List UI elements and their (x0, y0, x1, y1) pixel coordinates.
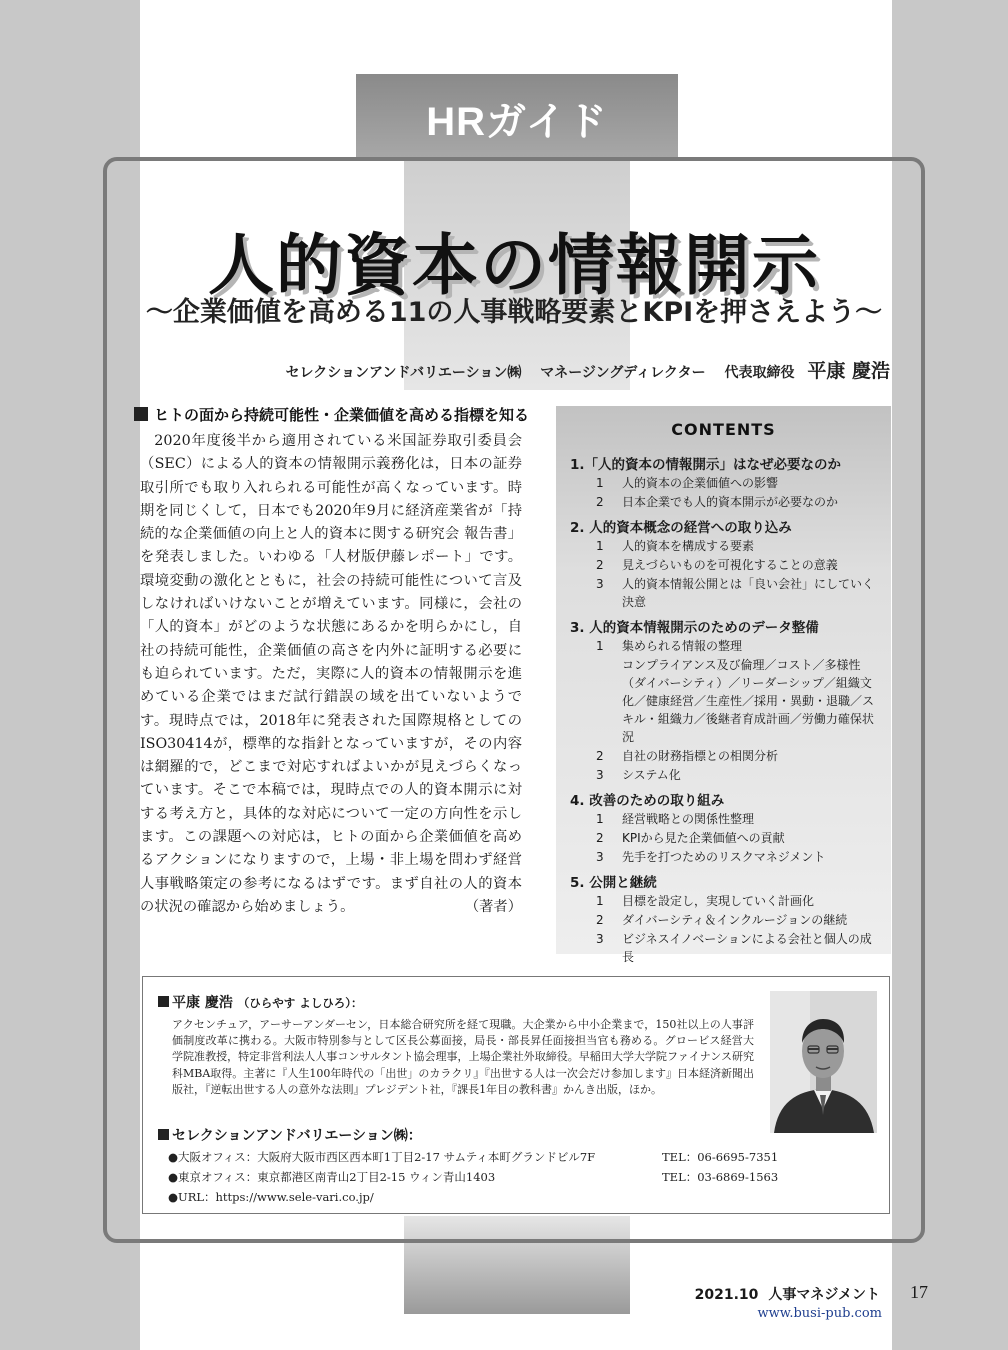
contents-item (570, 829, 883, 847)
byline (286, 356, 890, 383)
contents-section: 5. 公開と継続 (570, 875, 657, 891)
contents-item-text: KPIから見た企業価値への貢献 (622, 831, 785, 845)
contents-item-text: 見えづらいものを可視化することの意義 (622, 558, 838, 572)
square-bullet-icon (158, 996, 169, 1007)
article-body-text: 2020年度後半から適用されている米国証券取引委員会（SEC）による人的資本の情報開示義務化は，日本の証券取引所でも取り入れられる可能性が高くなっています。時期を同じくして，日本でも2020年9月に経済産業省が「持続的な企業価値の向上と人的資本に関する研究会 報告書」を発表しました。いわゆる「人材版伊藤レポート」です。環境変動の激化とともに，社会の持続可能性について言及しなければいけないことが増えています。同様に，会社の「人的資本」がどのような状態にあるかを明らかにし，自社の持続可能性，企業価値の高さを内外に証明する必要にも迫られています。ただ，実際に人的資本の情報開示を進めている企業ではまだ試行錯誤の域を出ていないようです。現時点では，2018年に発表された国際規格としてのISO30414が，標準的な指針となっていますが，その内容は網羅的で，どこまで対応すればよいかが見えづらくなっています。そこで本稿では，現時点での人的資本開示に対する考え方と，具体的な対応について一定の方向性を示します。この課題への対応は，ヒトの面から企業価値を高めるアクションになりますので，上場・非上場を問わず経営人事戦略策定の参考になるはずです。まず自社の人的資本の状況の確認から始めましょう。 (140, 433, 522, 915)
article-heading (134, 404, 528, 425)
page-subtitle: 〜企業価値を高める11の人事戦略要素とKPIを押さえよう〜 (145, 297, 883, 328)
contents-item (570, 848, 883, 866)
byline-author: 平康 慶浩 (807, 360, 890, 382)
contents-item-text: ビジネスイノベーションによる会社と個人の成長 (622, 932, 872, 964)
contents-item-text: 人的資本の企業価値への影響 (622, 476, 779, 490)
byline-company: セレクションアンドバリエーション㈱ (285, 365, 522, 381)
contents-item-number: 3 (596, 932, 604, 946)
section-tag: HRガイド (426, 100, 608, 144)
contents-item (570, 810, 883, 828)
profile-name-text: 平康 慶浩 (172, 995, 233, 1011)
contents-section: 1.「人的資本の情報開示」はなぜ必要なのか (570, 457, 842, 473)
author-photo (770, 991, 877, 1133)
contents-item-text: 日本企業でも人的資本開示が必要なのか (622, 495, 839, 509)
contents-item-text: 自社の財務指標との相関分析 (622, 749, 779, 763)
profile-bio: アクセンチュア，アーサーアンダーセン，日本総合研究所を経て現職。大企業から中小企業まで，150社以上の人事評価制度改革に携わる。大阪市特別参与として区長公募面接，局長・部長昇任面接担当官も務める。グロービス経営大学院准教授，特定非営利法人人事コンサルタント協会理事，上場企業社外取締役。早稲田大学大学院ファイナンス研究科MBA取得。主著に『人生100年時代の「出世」のカラクリ』『出世する人は一次会だけ参加します』日本経済新聞出版社，『逆転出世する人の意外な法則』プレジデント社，『課長1年目の教科書』かんき出版，ほか。 (172, 1018, 754, 1096)
contents-item (570, 656, 883, 746)
contents-item-number: 1 (596, 639, 604, 653)
footer-magazine: 人事マネジメント (768, 1287, 880, 1303)
page-number: 17 (910, 1282, 928, 1302)
contents-item-text: 先手を打つためのリスクマネジメント (622, 850, 826, 864)
company-name-text: セレクションアンドバリエーション㈱： (172, 1128, 422, 1144)
contents-item (570, 747, 883, 765)
contents-item-number (570, 656, 622, 746)
contents-item (570, 575, 883, 611)
article-sign: （著者） (464, 898, 522, 915)
contents-item (570, 556, 883, 574)
contents-item-number: 1 (596, 539, 604, 553)
contents-item-number: 2 (596, 913, 604, 927)
contents-item-text: 集められる情報の整理 (622, 639, 743, 653)
contents-box (556, 406, 891, 964)
tokyo-office: ●東京オフィス：東京都港区南青山2丁目2-15 ウィン青山1403 (168, 1170, 496, 1184)
contents-title: CONTENTS (671, 420, 776, 439)
profile-name (158, 992, 363, 1012)
square-bullet-icon (158, 1129, 169, 1140)
contents-list (556, 439, 891, 966)
author-portrait-image (770, 991, 877, 1133)
footer-issue-date: 2021.10 (694, 1287, 759, 1303)
byline-title: 代表取締役 (724, 365, 795, 381)
contents-item (570, 493, 883, 511)
contents-item-number: 3 (596, 768, 604, 782)
footer-issue (695, 1284, 880, 1304)
contents-item (570, 766, 883, 784)
contents-item-text: コンプライアンス及び倫理／コスト／多様性（ダイバーシティ）／リーダーシップ／組織文化／健康経営／生産性／採用・異動・退職／スキル・組織力／後継者育成計画／労働力確保状況 (622, 658, 875, 744)
contents-item-text: 人的資本を構成する要素 (622, 539, 755, 553)
contents-section: 4. 改善のための取り組み (570, 793, 725, 809)
page-title: 人的資本の情報開示 (208, 228, 820, 302)
byline-role: マネージングディレクター (540, 365, 706, 381)
company-url[interactable]: ●URL：https://www.sele-vari.co.jp/ (168, 1190, 374, 1204)
contents-item-text: 経営戦略との関係性整理 (622, 812, 755, 826)
contents-item-number: 2 (596, 495, 604, 509)
company-name (158, 1125, 422, 1145)
contents-item (570, 537, 883, 555)
contents-item-text: 目標を設定し，実現していく計画化 (622, 894, 815, 908)
contents-item (570, 637, 883, 655)
contents-section: 2. 人的資本概念の経営への取り込み (570, 520, 792, 536)
profile-reading: （ひらやす よしひろ）： (237, 996, 363, 1010)
contents-item (570, 930, 883, 966)
contents-item-text: 人的資本情報公開とは「良い会社」にしていく決意 (622, 577, 875, 609)
osaka-office: ●大阪オフィス：大阪府大阪市西区西本町1丁目2-17 サムティ本町グランドビル7F (168, 1150, 596, 1164)
contents-item-text: ダイバーシティ＆インクルージョンの継続 (622, 913, 848, 927)
contents-item (570, 474, 883, 492)
contents-item-number: 2 (596, 558, 604, 572)
osaka-tel: TEL：06-6695-7351 (662, 1150, 779, 1164)
contents-item-number: 1 (596, 476, 604, 490)
contents-item-number: 2 (596, 831, 604, 845)
contents-item-number: 3 (596, 850, 604, 864)
footer-url[interactable]: www.busi-pub.com (757, 1306, 882, 1321)
contents-item-number: 3 (596, 577, 604, 591)
article-body (140, 430, 522, 919)
square-bullet-icon (134, 407, 148, 421)
contents-item-number: 1 (596, 894, 604, 908)
contents-item-text: システム化 (622, 768, 681, 782)
contents-item (570, 911, 883, 929)
tokyo-tel: TEL：03-6869-1563 (662, 1170, 779, 1184)
contents-item (570, 892, 883, 910)
article-heading-text: ヒトの面から持続可能性・企業価値を高める指標を知る (154, 406, 530, 424)
contents-section: 3. 人的資本情報開示のためのデータ整備 (570, 620, 819, 636)
contents-item-number: 1 (596, 812, 604, 826)
contents-item-number: 2 (596, 749, 604, 763)
